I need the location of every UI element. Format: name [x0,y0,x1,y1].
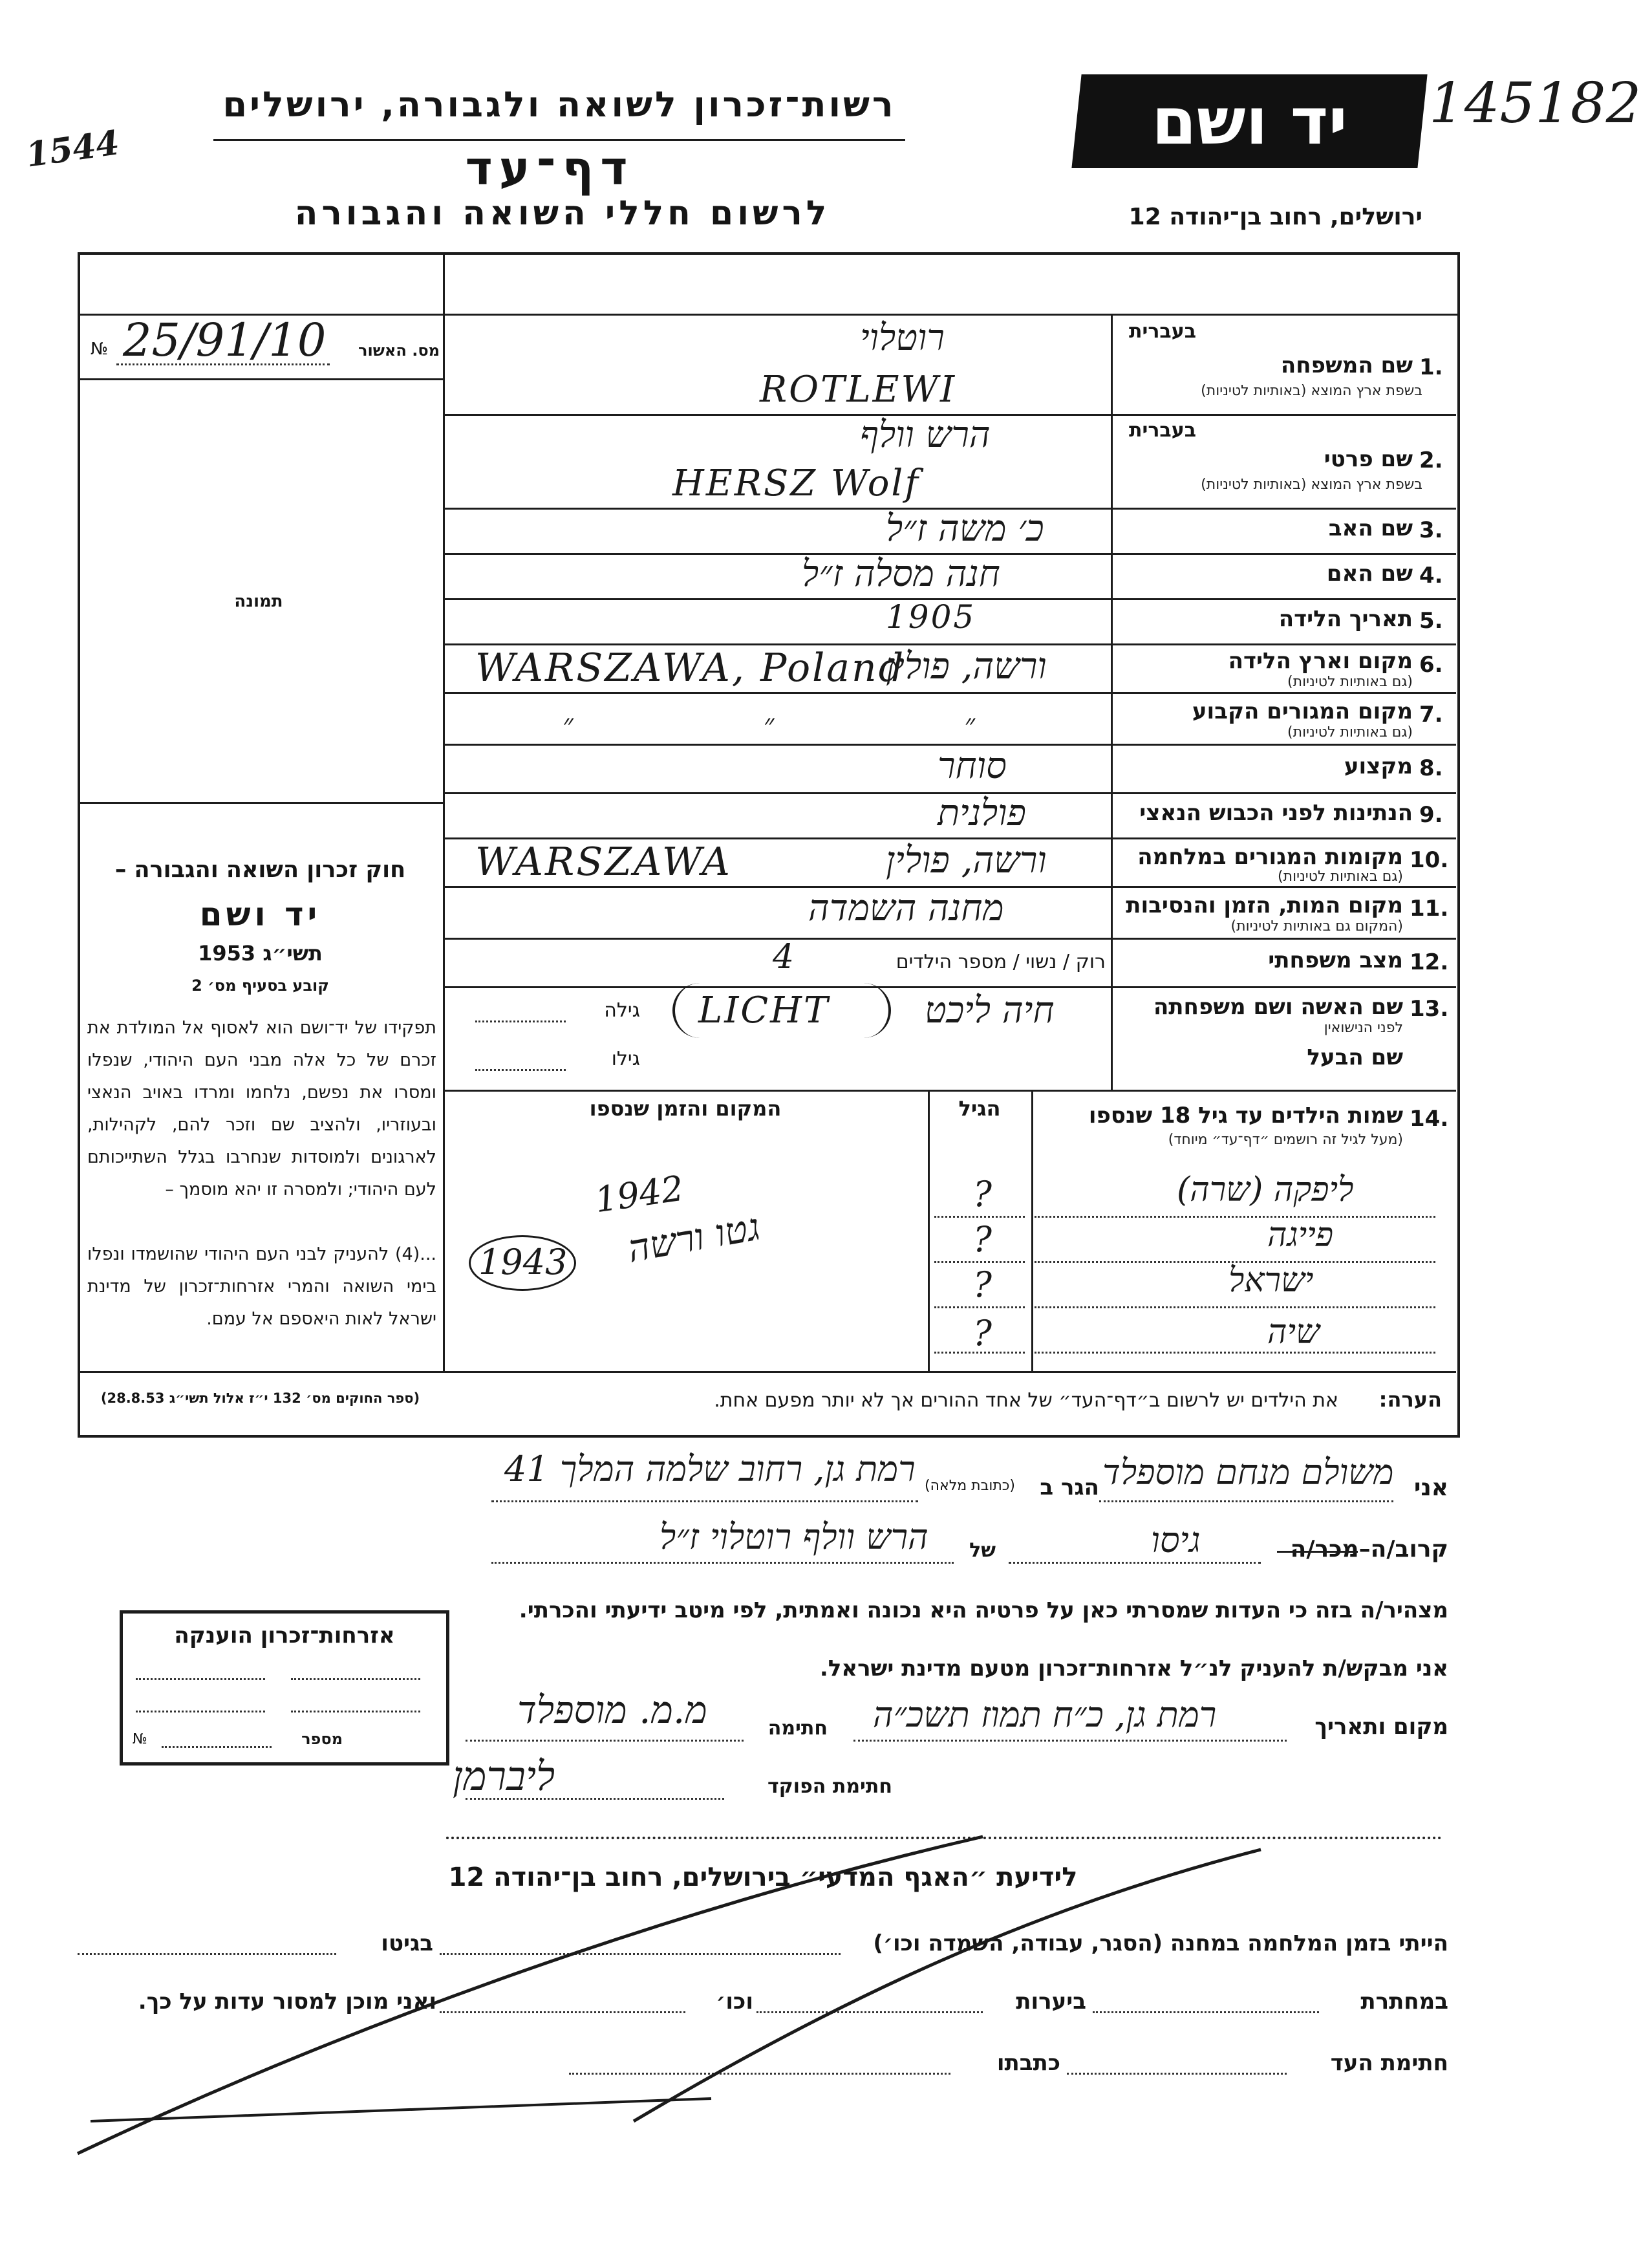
law-para-2: ...(4) להעניק לבני העם היהודי שהושמדו ונפלו בימי השואה והמרי אזרחות־זכרון של מדינת ישראל לאות היאספם אל עמם. [87,1244,436,1329]
first-name-hebrew-value: הרש וולף [860,414,991,456]
field-11-label: מקום המות, הזמן והנסיבות [1126,892,1403,918]
field-8-num: 8. [1419,755,1443,781]
field-6-sub: (גם באותיות לטיניות) [1287,674,1413,690]
field-7-sub: (גם באותיות לטיניות) [1287,724,1413,740]
field-2-label: שם פרטי [1324,446,1413,472]
citizenship-value: פולנית [938,792,1026,834]
wife-age-label: גילה [604,999,640,1022]
field-6-label: מקום וארץ הלידה [1228,648,1413,674]
wife-value: חיה ליכט [925,989,1055,1031]
request-text: אני מבקש/ת להעניק לנ״ל אזרחות־זכרון מטעם מדינת ישראל. [819,1656,1448,1681]
child-2-name: פייגה [1267,1216,1334,1255]
field-2-heb-tag: בעברית [1129,419,1196,442]
signature-value: מ.מ. מוספלד [517,1688,707,1732]
law-name: יד ושם [199,896,321,933]
field-2-sub: בשפת ארץ המוצא (באותיות לטיניות) [1201,477,1422,493]
signature-label: חתימה [767,1717,828,1740]
field-10-sub: (גם באותיות לטיניות) [1278,869,1403,885]
surname-hebrew-value: רוטלוי [860,317,945,359]
field-13-sub: לפני הנישואין [1324,1020,1403,1036]
child-1-name: ליפקה (שרה) [1177,1171,1354,1209]
children-year-2: 1943 [478,1242,568,1282]
law-clause: קובע בסעיף מס׳ 2 [191,977,329,995]
child-4-age: ? [973,1313,992,1354]
husband-label: שם הבעל [1307,1044,1403,1070]
org-line: רשות־זכרון לשואה ולגבורה, ירושלים [222,84,896,125]
field-8-label: מקצוע [1344,753,1413,779]
child-3-name: ישראל [1228,1261,1314,1300]
citizenship-number-label: מספר [301,1730,343,1748]
relation-value: גיסו [1151,1520,1201,1561]
war-residence-hebrew-value: ורשה, פולין [886,839,1047,881]
address: ירושלים, רחוב בן־יהודה 12 [1128,204,1422,230]
children-year-1: 1942 [592,1167,687,1221]
note-label: הערה: [1378,1387,1442,1412]
officer-signature: ליברמן [453,1753,555,1800]
law-para-1: תפקידו של יד־ושם הוא לאסוף אל המולדת את זכרם של כל אלה מבני העם היהודי, שנפלו ומסרו את נפשם, נלחמו ומרדו באויב הנאצי ובעוזריו, ולהציב שם וזכר להם, לקהילות, לארגונים ולמוסדות שנחרבו בגלל השתייכותם לעם היהודי; ולמסרה זו יהא מוסמך – [87,1018,436,1200]
wife-latin-value: LICHT [698,989,830,1031]
place-date-value: רמת גן, כ״ח תמוז תשכ״ה [873,1694,1217,1735]
field-1-heb-tag: בעברית [1129,320,1196,343]
of-value: הרש וולף רוטלוי ז״ל [660,1517,928,1557]
field-1-label: שם המשפחה [1280,352,1413,378]
children-header-sub: (מעל לגיל זה רושמים ״דף־עד״ מיוחד) [1168,1132,1403,1148]
birth-date-value: 1905 [886,598,976,636]
field-1-num: 1. [1419,354,1443,380]
field-12-num: 12. [1410,949,1449,975]
field-7-num: 7. [1419,702,1443,728]
father-value: כ׳ משה ז״ל [886,508,1044,550]
citizenship-box-title: אזרחות־זכרון הוענקה [174,1623,395,1648]
children-count-value: 4 [773,938,795,977]
citizenship-no: № [133,1731,147,1747]
archive-number: 145182 [1429,71,1641,136]
footer-line2-d: ואני מוכן למסור עדות על כך. [138,1989,436,2014]
field-1-sub: בשפת ארץ המוצא (באותיות לטיניות) [1201,383,1422,399]
field-10-label: מקומות המגורים במלחמה [1137,844,1403,870]
field-3-num: 3. [1419,517,1443,543]
decl-of-label: של [969,1539,996,1562]
field-7-label: מקום המגורים הקבוע [1192,698,1413,724]
first-name-latin-value: HERSZ Wolf [672,462,921,504]
field-14-num: 14. [1410,1106,1449,1132]
decl-lives-label: הגר ב [1040,1474,1099,1500]
footer-line3-b: כתבתו [996,2050,1060,2076]
decl-i-label: אני [1413,1474,1448,1501]
birth-place-latin-value: WARSZAWA, Poland [475,645,906,691]
footer-line2-a: במחתרת [1360,1989,1448,2014]
child-4-name: שיה [1267,1313,1320,1352]
law-year: תשי״ג 1953 [198,941,323,966]
note-text: את הילדים יש לרשום ב״דף־העד״ של אחד ההורים אך לא יותר מפעם אחת. [714,1389,1338,1412]
field-9-label: הנתינות לפני הכבוש הנאצי [1139,800,1413,826]
field-5-label: תאריך הלידה [1278,606,1413,632]
footer-line2-c: וכו׳ [716,1989,753,2014]
approval-value: 25/91/10 [123,314,327,367]
residence-ditto: ״ ״ ״ [563,708,976,741]
form-title: דף־עד [465,141,634,195]
field-2-num: 2. [1419,448,1443,473]
profession-value: סוחר [938,745,1007,787]
footer-line1-b: בגיטו [381,1930,433,1956]
field-6-num: 6. [1419,652,1443,678]
law-title: חוק זכרון השואה והגבורה – [114,857,406,883]
approval-suffix: № [91,340,109,359]
field-11-num: 11. [1410,896,1449,922]
children-header-place: המקום והזמן שנספו [589,1096,782,1121]
stamp-number: 1544 [23,123,122,175]
field-13-num: 13. [1410,996,1449,1022]
witness-name-value: משולם מנחם מוספלד [1102,1452,1394,1493]
declare-text: מצהיר/ה בזה כי העדות שמסרתי כאן על פרטיה היא נכונה ואמתית, לפי מיטב ידיעתי והכרתי. [519,1597,1448,1623]
approval-label: מס. האשור [358,341,440,360]
child-3-age: ? [973,1264,992,1305]
field-13-label: שם האשה ושם משפחתה [1153,994,1403,1020]
field-5-num: 5. [1419,608,1443,634]
child-2-age: ? [973,1219,992,1260]
child-1-age: ? [973,1174,992,1215]
witness-address-value: רמת גן, רחוב שלמה המלך 41 [504,1449,916,1489]
war-residence-latin-value: WARSZAWA [475,839,732,885]
surname-latin-value: ROTLEWI [760,369,957,411]
field-12-label: מצב משפחתי [1268,947,1403,973]
footer-line1-a: הייתי בזמן המלחמה במחנה (הסגר, עבודה, השמדה וכו׳) [873,1930,1448,1956]
children-place-value: גטו ורשה [624,1204,764,1271]
form-subtitle: לרשום חללי השואה והגבורה [294,194,831,233]
place-date-label: מקום ותאריך [1314,1714,1448,1740]
decl-full-address: (כתובת מלאה) [925,1478,1015,1494]
field-4-num: 4. [1419,563,1443,589]
footer-line3-a: חתימת העד [1330,2050,1448,2076]
footer-line2-b: ביערות [1016,1989,1086,2014]
footer-heading: לידיעת ״האגף המדעי״ בירושלים, רחוב בן־יהודה 12 [448,1863,1078,1892]
logo-text: יד ושם [1152,83,1347,159]
law-source: (ספר החוקים מס׳ 132 י״ז אלול תשי״ג 28.8.53) [100,1390,420,1406]
field-11-sub: (המקום גם באותיות לטיניות) [1230,918,1403,934]
photo-label: תמונה [234,592,283,611]
officer-label: חתימת הפוקד [767,1775,892,1798]
children-header-name: שמות הילדים עד גיל 18 שנספו [1088,1103,1403,1129]
children-header-age: הגיל [958,1096,1001,1121]
field-4-label: שם האם [1326,561,1413,587]
field-9-num: 9. [1419,802,1443,828]
field-10-num: 10. [1410,847,1449,873]
field-3-label: שם האב [1328,515,1413,541]
family-status-text: רוק / נשוי / מספר הילדים [896,951,1106,973]
death-value: מחנה השמדה [808,887,1004,929]
decl-relation-label: קרוב/ה–מכר/ה [1290,1536,1448,1562]
husband-age-label: גילו [611,1048,640,1070]
mother-value: חנה מסלה ז״ל [802,553,1000,595]
birth-place-hebrew-value: ורשה, פולין [886,645,1047,687]
